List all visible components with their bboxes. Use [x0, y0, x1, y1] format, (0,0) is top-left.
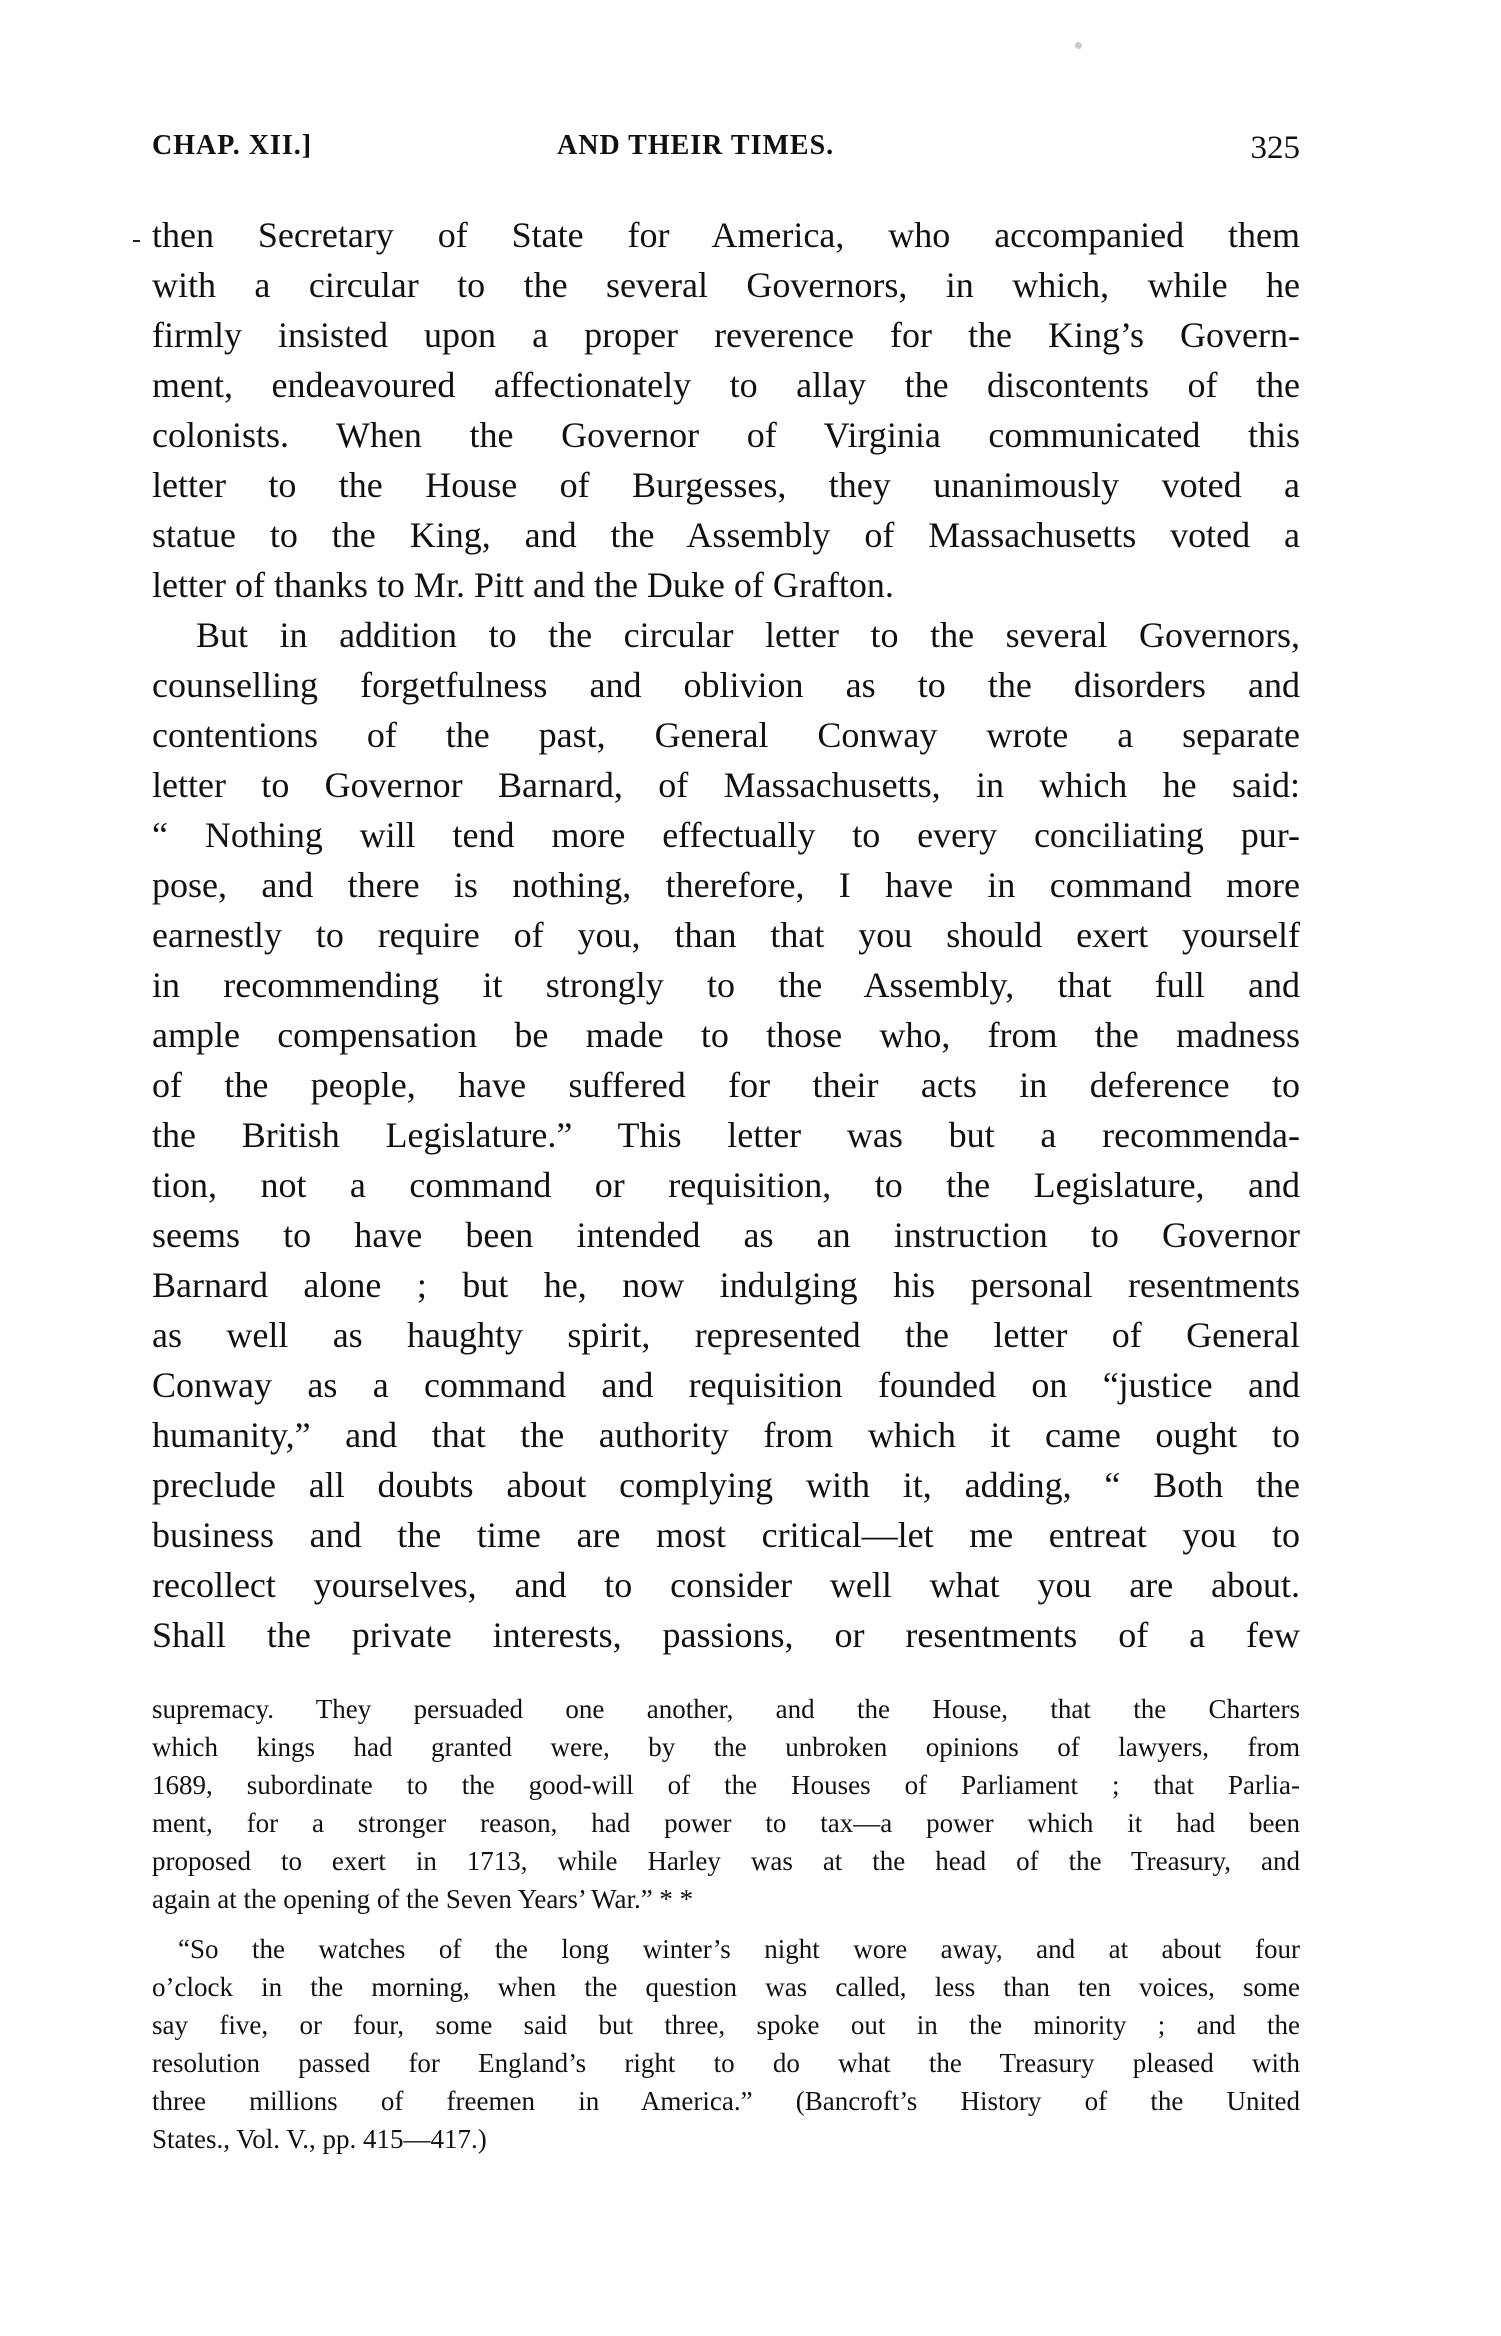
text-line: Barnard alone ; but he, now indulging his personal resentments	[152, 1265, 1300, 1305]
text-line: earnestly to require of you, than that you should exert yourself	[152, 915, 1300, 955]
text-line: pose, and there is nothing, therefore, I have in command more	[152, 865, 1300, 905]
ink-speck	[1075, 42, 1082, 49]
text-line: statue to the King, and the Assembly of Massachusetts voted a	[152, 515, 1300, 555]
footnote-line: again at the opening of the Seven Years’ War.” * *	[152, 1884, 694, 1914]
text-line: with a circular to the several Governors, in which, while he	[152, 265, 1300, 305]
footnote-line: resolution passed for England’s right to do what the Treasury pleased with	[152, 2048, 1300, 2078]
text-line: seems to have been intended as an instruction to Governor	[152, 1215, 1300, 1255]
text-line: counselling forgetfulness and oblivion as to the disorders and	[152, 665, 1300, 705]
text-line: colonists. When the Governor of Virginia communicated this	[152, 415, 1300, 455]
text-line: recollect yourselves, and to consider well what you are about.	[152, 1565, 1300, 1605]
footnote-line: ment, for a stronger reason, had power to tax—a power which it had been	[152, 1808, 1300, 1838]
footnote-line: which kings had granted were, by the unbroken opinions of lawyers, from	[152, 1732, 1300, 1762]
footnote-line: o’clock in the morning, when the question was called, less than ten voices, some	[152, 1972, 1300, 2002]
footnote-line: States., Vol. V., pp. 415—417.)	[152, 2124, 487, 2154]
margin-mark	[133, 240, 140, 242]
running-header	[152, 130, 1300, 180]
main-text	[152, 210, 1300, 1660]
text-line: the British Legislature.” This letter was but a recommenda-	[152, 1115, 1300, 1155]
text-line: preclude all doubts about complying with it, adding, “ Both the	[152, 1465, 1300, 1505]
text-line: tion, not a command or requisition, to the Legislature, and	[152, 1165, 1300, 1205]
text-line: Shall the private interests, passions, or resentments of a few	[152, 1615, 1300, 1655]
text-line: as well as haughty spirit, represented the letter of General	[152, 1315, 1300, 1355]
text-line: business and the time are most critical—let me entreat you to	[152, 1515, 1300, 1555]
text-line: ment, endeavoured affectionately to allay the discontents of the	[152, 365, 1300, 405]
text-line: contentions of the past, General Conway wrote a separate	[152, 715, 1300, 755]
text-line: humanity,” and that the authority from which it came ought to	[152, 1415, 1300, 1455]
text-line: letter to Governor Barnard, of Massachusetts, in which he said:	[152, 765, 1300, 805]
footnote-line: “So the watches of the long winter’s night wore away, and at about four	[178, 1934, 1300, 1964]
text-line: in recommending it strongly to the Assembly, that full and	[152, 965, 1300, 1005]
text-line: “ Nothing will tend more effectually to every conciliating pur-	[152, 815, 1300, 855]
text-line: Conway as a command and requisition founded on “justice and	[152, 1365, 1300, 1405]
text-line: firmly insisted upon a proper reverence for the King’s Govern-	[152, 315, 1300, 355]
text-line: then Secretary of State for America, who accompanied them	[152, 215, 1300, 255]
footnote-line: three millions of freemen in America.” (Bancroft’s History of the United	[152, 2086, 1300, 2116]
footnote-line: supremacy. They persuaded one another, and the House, that the Charters	[152, 1694, 1300, 1724]
text-line: But in addition to the circular letter to the several Governors,	[196, 615, 1300, 655]
page-number: 325	[1250, 130, 1300, 166]
chapter-label: CHAP. XII.]	[152, 130, 313, 161]
footnotes	[152, 1690, 1300, 2158]
text-line: of the people, have suffered for their acts in deference to	[152, 1065, 1300, 1105]
text-line: letter of thanks to Mr. Pitt and the Duke of Grafton.	[152, 565, 894, 605]
footnote-line: say five, or four, some said but three, spoke out in the minority ; and the	[152, 2010, 1300, 2040]
running-title: AND THEIR TIMES.	[557, 130, 835, 161]
footnote-gap	[152, 1918, 1300, 1930]
text-line: letter to the House of Burgesses, they unanimously voted a	[152, 465, 1300, 505]
footnote-line: proposed to exert in 1713, while Harley was at the head of the Treasury, and	[152, 1846, 1300, 1876]
footnote-line: 1689, subordinate to the good-will of the Houses of Parliament ; that Parlia-	[152, 1770, 1300, 1800]
text-line: ample compensation be made to those who, from the madness	[152, 1015, 1300, 1055]
